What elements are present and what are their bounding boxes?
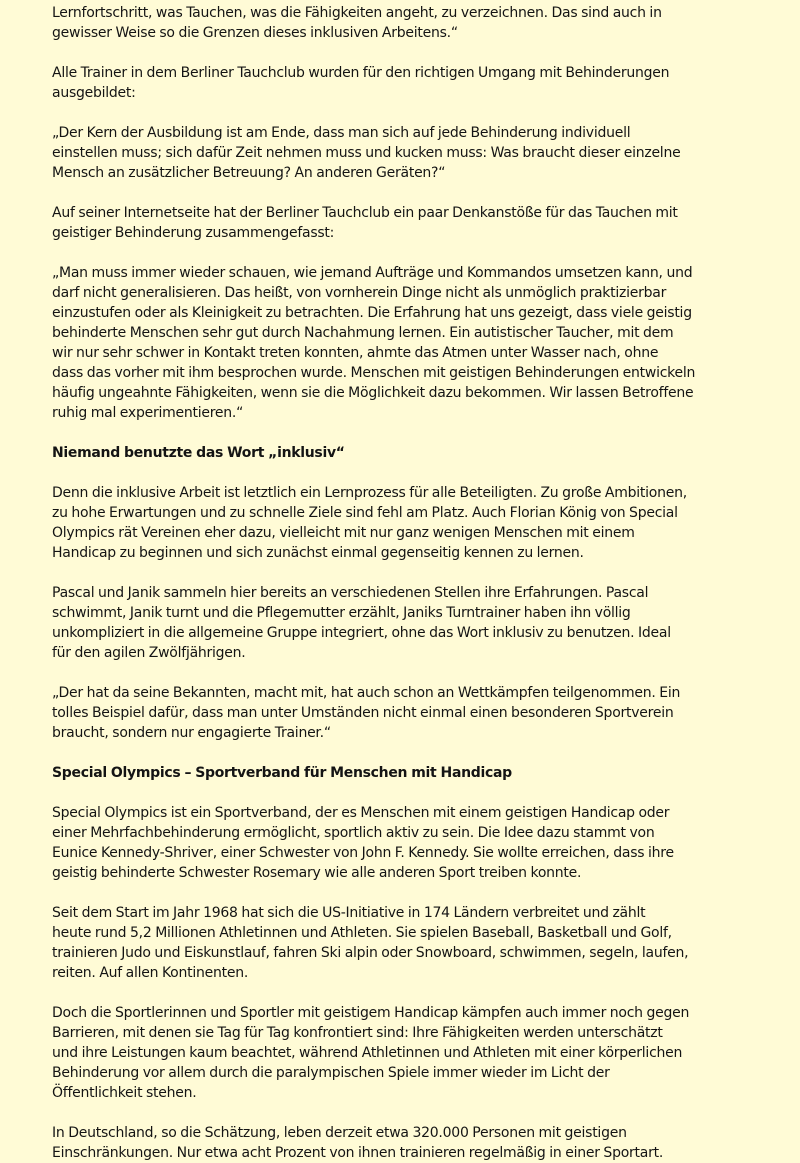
section-heading [52,443,760,463]
text-line: „Man muss immer wieder schauen, wie jemand Aufträge und Kommandos umsetzen kann, und [52,265,693,281]
text-line: reiten. Auf allen Kontinenten. [52,965,249,981]
text-line: Alle Trainer in dem Berliner Tauchclub wurden für den richtigen Umgang mit Behinderungen [52,65,670,81]
text-line: einstellen muss; sich dafür Zeit nehmen muss und kucken muss: Was braucht dieser einzelne [52,145,681,161]
text-line: „Der Kern der Ausbildung ist am Ende, dass man sich auf jede Behinderung individuell [52,125,631,141]
text-line: Mensch an zusätzlicher Betreuung? An anderen Geräten?“ [52,165,446,181]
paragraph [52,803,760,883]
text-line: wir nur sehr schwer in Kontakt treten konnten, ahmte das Atmen unter Wasser nach, ohne [52,345,659,361]
text-line: gewisser Weise so die Grenzen dieses inklusiven Arbeitens.“ [52,25,458,41]
text-line: und ihre Leistungen kaum beachtet, während Athletinnen und Athleten mit einer körperlichen [52,1045,683,1061]
paragraph [52,483,760,563]
quote-paragraph [52,683,760,743]
text-line: Doch die Sportlerinnen und Sportler mit geistigem Handicap kämpfen auch immer noch gegen [52,1005,690,1021]
quote-paragraph [52,123,760,183]
text-line: unkompliziert in die allgemeine Gruppe integriert, ohne das Wort inklusiv zu benutzen. Ideal [52,625,671,641]
text-line: ausgebildet: [52,85,136,101]
paragraph [52,903,760,983]
text-line: schwimmt, Janik turnt und die Pflegemutter erzählt, Janiks Turntrainer haben ihn völlig [52,605,631,621]
text-line: In Deutschland, so die Schätzung, leben derzeit etwa 320.000 Personen mit geistigen [52,1125,627,1141]
text-line: Handicap zu beginnen und sich zunächst einmal gegenseitig kennen zu lernen. [52,545,584,561]
text-line: „Der hat da seine Bekannten, macht mit, hat auch schon an Wettkämpfen teilgenommen. Ein [52,685,681,701]
text-line: Eunice Kennedy-Shriver, einer Schwester von John F. Kennedy. Sie wollte erreichen, dass ihre [52,845,674,861]
quote-paragraph [52,263,760,423]
text-line: Einschränkungen. Nur etwa acht Prozent von ihnen trainieren regelmäßig in einer Sportart. [52,1145,664,1161]
text-line: trainieren Judo und Eiskunstlauf, fahren Ski alpin oder Snowboard, schwimmen, segeln, laufen, [52,945,689,961]
text-line: Öffentlichkeit stehen. [52,1085,197,1101]
text-line: einzustufen oder als Kleinigkeit zu betrachten. Die Erfahrung hat uns gezeigt, dass viele geistig [52,305,692,321]
paragraph [52,1003,760,1103]
text-line: Special Olympics ist ein Sportverband, der es Menschen mit einem geistigen Handicap oder [52,805,670,821]
text-line: dass das vorher mit ihm besprochen wurde. Menschen mit geistigen Behinderungen entwickeln [52,365,696,381]
section-heading [52,763,760,783]
text-line: ruhig mal experimentieren.“ [52,405,244,421]
text-line: Denn die inklusive Arbeit ist letztlich ein Lernprozess für alle Beteiligten. Zu große Ambitionen, [52,485,687,501]
paragraph [52,63,760,103]
text-line: Pascal und Janik sammeln hier bereits an verschiedenen Stellen ihre Erfahrungen. Pascal [52,585,649,601]
text-line: Lernfortschritt, was Tauchen, was die Fähigkeiten angeht, zu verzeichnen. Das sind auch in [52,5,662,21]
paragraph [52,583,760,663]
text-line: Olympics rät Vereinen eher dazu, vielleicht mit nur ganz wenigen Menschen mit einem [52,525,635,541]
heading-text: Niemand benutzte das Wort „inklusiv“ [52,445,345,461]
heading-text: Special Olympics – Sportverband für Menschen mit Handicap [52,765,512,781]
paragraph [52,1123,760,1163]
text-line: darf nicht generalisieren. Das heißt, von vornherein Dinge nicht als unmöglich praktizierbar [52,285,667,301]
text-line: behinderte Menschen sehr gut durch Nachahmung lernen. Ein autistischer Taucher, mit dem [52,325,674,341]
text-line: geistig behinderte Schwester Rosemary wie alle anderen Sport treiben konnte. [52,865,582,881]
text-line: Auf seiner Internetseite hat der Berliner Tauchclub ein paar Denkanstöße für das Tauchen mit [52,205,678,221]
paragraph [52,3,760,43]
text-line: Behinderung vor allem durch die paralympischen Spiele immer wieder im Licht der [52,1065,610,1081]
text-line: heute rund 5,2 Millionen Athletinnen und Athleten. Sie spielen Baseball, Basketball und Golf, [52,925,672,941]
text-line: einer Mehrfachbehinderung ermöglicht, sportlich aktiv zu sein. Die Idee dazu stammt von [52,825,655,841]
text-line: geistiger Behinderung zusammengefasst: [52,225,335,241]
paragraph [52,203,760,243]
text-line: häufig ungeahnte Fähigkeiten, wenn sie die Möglichkeit dazu bekommen. Wir lassen Betroffene [52,385,694,401]
text-line: Barrieren, mit denen sie Tag für Tag konfrontiert sind: Ihre Fähigkeiten werden unterschätzt [52,1025,663,1041]
text-line: zu hohe Erwartungen und zu schnelle Ziele sind fehl am Platz. Auch Florian König von Special [52,505,678,521]
text-line: tolles Beispiel dafür, dass man unter Umständen nicht einmal einen besonderen Sportverein [52,705,674,721]
text-line: braucht, sondern nur engagierte Trainer.“ [52,725,331,741]
text-line: für den agilen Zwölfjährigen. [52,645,246,661]
text-line: Seit dem Start im Jahr 1968 hat sich die US-Initiative in 174 Ländern verbreitet und zählt [52,905,646,921]
